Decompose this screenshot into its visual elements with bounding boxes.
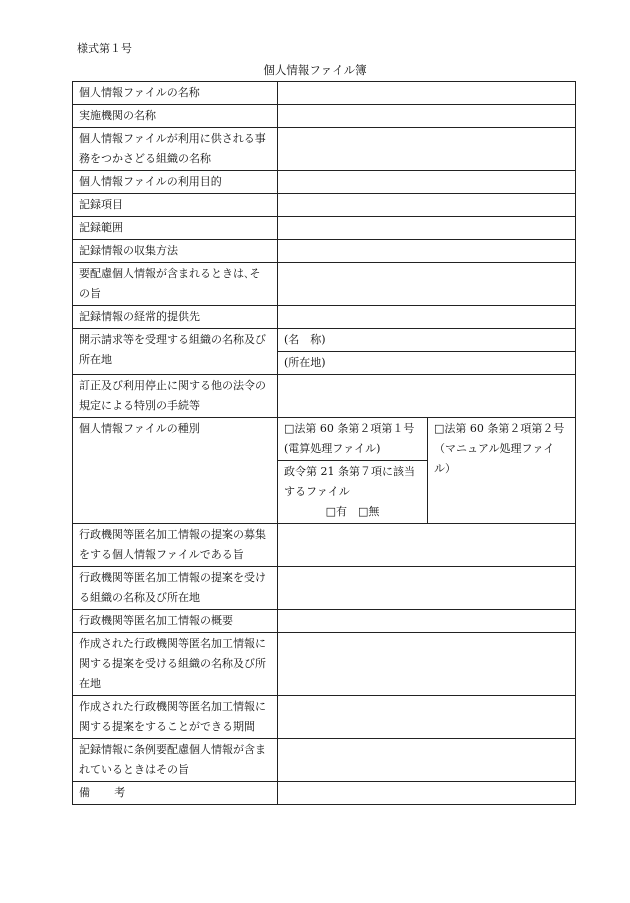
row-value-anonymized-info-overview[interactable] — [278, 610, 576, 633]
table-row — [73, 782, 576, 805]
row-value-created-info-proposal-office[interactable] — [278, 633, 576, 696]
disclosure-office-address[interactable]: (所在地) — [278, 351, 575, 374]
row-label-anonymized-info-overview: 行政機関等匿名加工情報の概要 — [73, 610, 278, 633]
row-label-record-items: 記録項目 — [73, 194, 278, 217]
document-title: 個人情報ファイル簿 — [263, 63, 367, 77]
row-label-file-type: 個人情報ファイルの種別 — [73, 418, 278, 524]
row-value-file-name[interactable] — [278, 82, 576, 105]
row-label-anonymized-proposal-solicitation: 行政機関等匿名加工情報の提案の募集をする個人情報ファイルである旨 — [73, 524, 278, 567]
table-row — [73, 418, 576, 524]
table-row — [73, 240, 576, 263]
table-row — [73, 128, 576, 171]
row-value-collection-method[interactable] — [278, 240, 576, 263]
table-row — [73, 306, 576, 329]
table-row — [73, 610, 576, 633]
table-row — [73, 217, 576, 240]
row-label-remarks: 備考 — [73, 782, 278, 805]
table-row — [73, 375, 576, 418]
row-label-disclosure-office: 開示請求等を受理する組織の名称及び所在地 — [73, 329, 278, 375]
row-value-proposal-receiving-office[interactable] — [278, 567, 576, 610]
row-value-disclosure-office — [278, 329, 576, 375]
row-label-proposal-receiving-office: 行政機関等匿名加工情報の提案を受ける組織の名称及び所在地 — [73, 567, 278, 610]
row-value-file-type — [278, 418, 576, 524]
table-row — [73, 329, 576, 375]
table-row — [73, 739, 576, 782]
table-row — [73, 263, 576, 306]
row-label-record-scope: 記録範囲 — [73, 217, 278, 240]
row-value-purpose[interactable] — [278, 171, 576, 194]
table-row — [73, 194, 576, 217]
row-label-special-procedures: 訂正及び利用停止に関する他の法令の規定による特別の手続等 — [73, 375, 278, 418]
row-label-ordinance-sensitive-info: 記録情報に条例要配慮個人情報が含まれているときはその旨 — [73, 739, 278, 782]
row-value-special-procedures[interactable] — [278, 375, 576, 418]
table-row — [73, 105, 576, 128]
row-value-remarks[interactable] — [278, 782, 576, 805]
row-value-sensitive-info[interactable] — [278, 263, 576, 306]
file-type-option-manual[interactable]: □法第 60 条第２項第２号（マニュアル処理ファイル） — [434, 422, 565, 475]
table-row — [73, 696, 576, 739]
row-label-agency-name: 実施機関の名称 — [73, 105, 278, 128]
row-value-responsible-organization[interactable] — [278, 128, 576, 171]
row-label-collection-method: 記録情報の収集方法 — [73, 240, 278, 263]
personal-info-file-ledger-table — [72, 81, 576, 805]
ordinance-applicability — [278, 460, 427, 523]
form-number: 様式第１号 — [77, 42, 132, 55]
row-value-anonymized-proposal-solicitation[interactable] — [278, 524, 576, 567]
table-row — [73, 171, 576, 194]
table-row — [73, 633, 576, 696]
row-value-proposal-period[interactable] — [278, 696, 576, 739]
row-value-record-items[interactable] — [278, 194, 576, 217]
disclosure-office-name[interactable]: (名 称) — [284, 333, 326, 346]
ordinance-choice-checkboxes[interactable]: □有 □無 — [325, 505, 380, 518]
table-row — [73, 567, 576, 610]
row-value-regular-recipients[interactable] — [278, 306, 576, 329]
row-label-regular-recipients: 記録情報の経常的提供先 — [73, 306, 278, 329]
row-label-responsible-organization: 個人情報ファイルが利用に供される事務をつかさどる組織の名称 — [73, 128, 278, 171]
ordinance-text: 政令第 21 条第７項に該当するファイル — [284, 465, 415, 498]
row-label-sensitive-info: 要配慮個人情報が含まれるときは､その旨 — [73, 263, 278, 306]
table-row — [73, 82, 576, 105]
row-label-created-info-proposal-office: 作成された行政機関等匿名加工情報に関する提案を受ける組織の名称及び所在地 — [73, 633, 278, 696]
row-value-record-scope[interactable] — [278, 217, 576, 240]
row-value-ordinance-sensitive-info[interactable] — [278, 739, 576, 782]
file-type-option-electronic[interactable]: □法第 60 条第２項第１号(電算処理ファイル) — [284, 422, 415, 455]
row-label-file-name: 個人情報ファイルの名称 — [73, 82, 278, 105]
row-label-purpose: 個人情報ファイルの利用目的 — [73, 171, 278, 194]
row-value-agency-name[interactable] — [278, 105, 576, 128]
table-row — [73, 524, 576, 567]
row-label-proposal-period: 作成された行政機関等匿名加工情報に関する提案をすることができる期間 — [73, 696, 278, 739]
